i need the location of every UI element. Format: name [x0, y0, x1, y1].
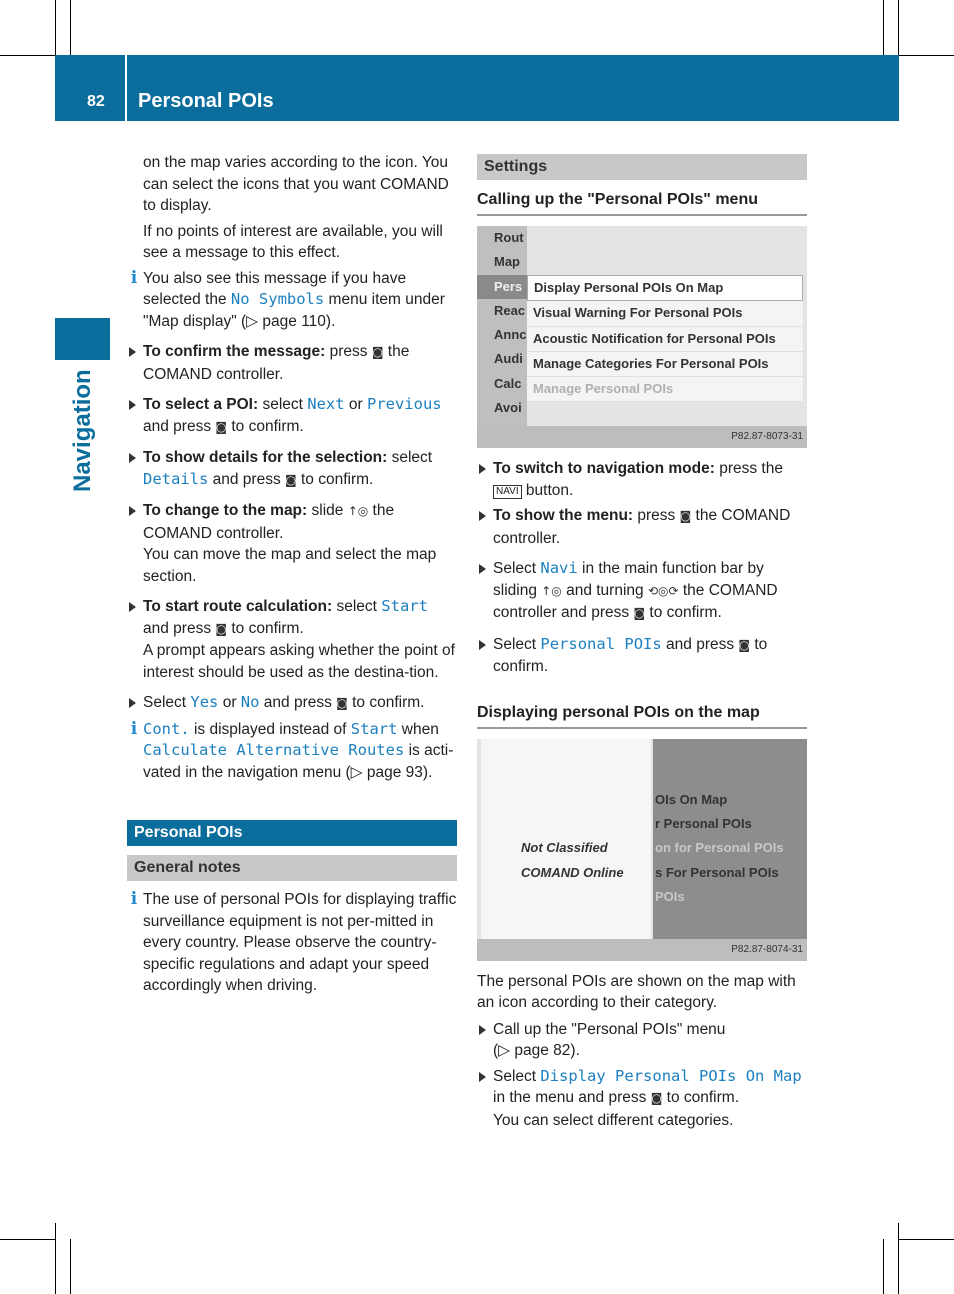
- step-item: Select Yes or No and press ◙ to confirm.: [127, 692, 457, 715]
- code-text: Cont.: [143, 719, 190, 738]
- header-divider: [125, 55, 127, 121]
- menu-item: Annc: [494, 327, 527, 343]
- step-item: Select Navi in the main function bar by sliding ↑◎ and turning ⟲◎⟳ the COMAND controller and press ◙ to confirm.: [477, 558, 807, 625]
- navi-button-icon: NAVI: [493, 485, 522, 499]
- section-heading: Settings: [477, 154, 807, 180]
- info-icon: i: [130, 718, 138, 739]
- code-text: Calculate Alternative Routes: [143, 741, 405, 759]
- overlay-menu: [653, 739, 807, 939]
- controller-press-icon: ◙: [215, 621, 228, 636]
- controller-press-icon: ◙: [336, 696, 348, 710]
- step-item: Select Personal POIs and press ◙ to confirm.: [477, 634, 807, 678]
- controller-press-icon: ◙: [285, 472, 297, 487]
- bullet-arrow-icon: [479, 640, 486, 650]
- overlay-item: r Personal POIs: [655, 816, 752, 832]
- screenshot-map-menu: [477, 739, 807, 961]
- crop-mark: [55, 0, 56, 55]
- crop-mark: [883, 0, 884, 55]
- crop-mark: [0, 55, 55, 56]
- subsection-heading: Displaying personal POIs on the map: [477, 702, 807, 729]
- bullet-arrow-icon: [129, 506, 136, 516]
- controller-press-icon: ◙: [738, 637, 751, 652]
- info-note: i Cont. is displayed instead of Start when Calculate Alternative Routes is acti-vated in the navigation menu (▷ page 93).: [127, 719, 457, 784]
- menu-item-selected: Pers: [477, 275, 527, 299]
- step-item: To switch to navigation mode: press the NAVI button.: [477, 458, 807, 501]
- step-item: Select Display Personal POIs On Map in the menu and press ◙ to confirm. You can select different categories.: [477, 1066, 807, 1132]
- controller-press-icon: ◙: [650, 1091, 663, 1105]
- submenu-list: [527, 275, 803, 402]
- paragraph: on the map varies according to the icon. You can select the icons that you want COMAND to display.: [143, 154, 449, 214]
- bullet-arrow-icon: [479, 511, 486, 521]
- step-item: To confirm the message: press ◙ the COMAND controller.: [127, 341, 457, 385]
- crop-mark: [883, 1239, 884, 1294]
- subsection-heading: General notes: [127, 855, 457, 881]
- submenu-item-selected: Display Personal POIs On Map: [527, 275, 803, 301]
- left-column: [127, 152, 457, 997]
- crop-mark: [0, 1239, 55, 1240]
- info-note: i The use of personal POIs for displaying traffic surveillance equipment is not per-mitted in every country. Please observe the country-specific regulations and adapt your speed accordingly when driving.: [127, 889, 457, 997]
- code-text: Previous: [366, 395, 442, 413]
- main-menu-list: [477, 226, 527, 426]
- code-text: No: [240, 693, 260, 711]
- category-item: COMAND Online: [521, 864, 624, 880]
- bullet-arrow-icon: [479, 1025, 486, 1035]
- code-text: Next: [307, 395, 345, 413]
- info-note: i You also see this message if you have selected the No Symbols menu item under "Map display" (▷ page 110).: [127, 268, 457, 333]
- menu-item: Reac: [494, 302, 526, 318]
- crop-mark: [898, 1223, 899, 1294]
- info-icon: i: [130, 267, 138, 288]
- controller-slide-icon: ↑◎: [347, 504, 369, 518]
- code-text: Navi: [540, 559, 578, 577]
- bullet-arrow-icon: [479, 464, 486, 474]
- image-code: P82.87-8074-31: [731, 943, 803, 955]
- category-item: Not Classified: [521, 839, 608, 855]
- page-number: 82: [87, 93, 105, 110]
- controller-press-icon: ◙: [633, 606, 646, 620]
- bullet-arrow-icon: [129, 453, 136, 463]
- submenu-item: Acoustic Notification for Personal POIs: [527, 327, 803, 352]
- menu-item: Map: [494, 254, 520, 270]
- submenu-item-disabled: Manage Personal POIs: [527, 377, 803, 402]
- overlay-item: POIs: [655, 888, 685, 904]
- step-item: To show the menu: press ◙ the COMAND controller.: [477, 505, 807, 549]
- crop-mark: [898, 0, 899, 55]
- screenshot-footer: [477, 939, 807, 961]
- overlay-item: s For Personal POIs: [655, 864, 779, 880]
- controller-turn-icon: ⟲◎⟳: [647, 583, 679, 598]
- code-text: Display Personal POIs On Map: [540, 1066, 802, 1085]
- paragraph: If no points of interest are available, you will see a message to this effect.: [143, 222, 443, 261]
- code-text: Start: [381, 597, 428, 615]
- category-list: [481, 739, 651, 939]
- bullet-arrow-icon: [479, 1072, 486, 1082]
- screenshot-menu: [477, 226, 807, 448]
- crop-mark: [70, 0, 71, 55]
- controller-press-icon: ◙: [679, 509, 692, 523]
- step-item: To show details for the selection: select Details and press ◙ to confirm.: [127, 447, 457, 491]
- step-item: To start route calculation: select Start and press ◙ to confirm. A prompt appears asking whether the point of interest should be used as the destina-tion.: [127, 596, 457, 683]
- menu-item: Audi: [494, 351, 523, 367]
- crop-mark: [70, 1239, 71, 1294]
- code-text: Details: [143, 469, 209, 488]
- code-text: No Symbols: [230, 290, 325, 308]
- subsection-heading: Calling up the "Personal POIs" menu: [477, 189, 807, 216]
- paragraph: The personal POIs are shown on the map with an icon according to their category.: [477, 972, 796, 1011]
- overlay-item: OIs On Map: [655, 791, 728, 807]
- submenu-item: Manage Categories For Personal POIs: [527, 352, 803, 377]
- controller-slide-icon: ↑◎: [541, 583, 562, 598]
- step-item: To select a POI: select Next or Previous and press ◙ to confirm.: [127, 394, 457, 438]
- side-tab: [55, 318, 110, 360]
- info-icon: i: [130, 889, 138, 909]
- step-item: To change to the map: slide ↑◎ the COMAND controller. You can move the map and select the map section.: [127, 500, 457, 587]
- bullet-arrow-icon: [479, 564, 486, 574]
- bullet-arrow-icon: [129, 602, 136, 612]
- code-text: Personal POIs: [540, 634, 662, 653]
- menu-item: Avoi: [494, 400, 522, 416]
- crop-mark: [899, 55, 954, 56]
- bullet-arrow-icon: [129, 347, 136, 357]
- submenu-item: Visual Warning For Personal POIs: [527, 301, 803, 326]
- crop-mark: [55, 1223, 56, 1294]
- code-text: Yes: [190, 693, 219, 711]
- overlay-item: on for Personal POIs: [655, 840, 784, 856]
- side-tab-label: Navigation: [69, 369, 96, 492]
- code-text: Start: [350, 719, 398, 738]
- image-code: P82.87-8073-31: [731, 431, 803, 442]
- screenshot-footer: [477, 426, 807, 448]
- controller-press-icon: ◙: [371, 345, 384, 359]
- bullet-arrow-icon: [129, 400, 136, 410]
- section-heading: Personal POIs: [127, 820, 457, 846]
- step-item: Call up the "Personal POIs" menu (▷ page 82).: [477, 1019, 807, 1062]
- controller-press-icon: ◙: [215, 419, 228, 434]
- menu-item: Calc: [494, 375, 522, 391]
- bullet-arrow-icon: [129, 698, 136, 708]
- right-column: [477, 152, 807, 1131]
- page-title: Personal POIs: [138, 90, 274, 112]
- menu-item: Rout: [494, 230, 524, 245]
- crop-mark: [899, 1239, 954, 1240]
- page-header: [55, 55, 899, 121]
